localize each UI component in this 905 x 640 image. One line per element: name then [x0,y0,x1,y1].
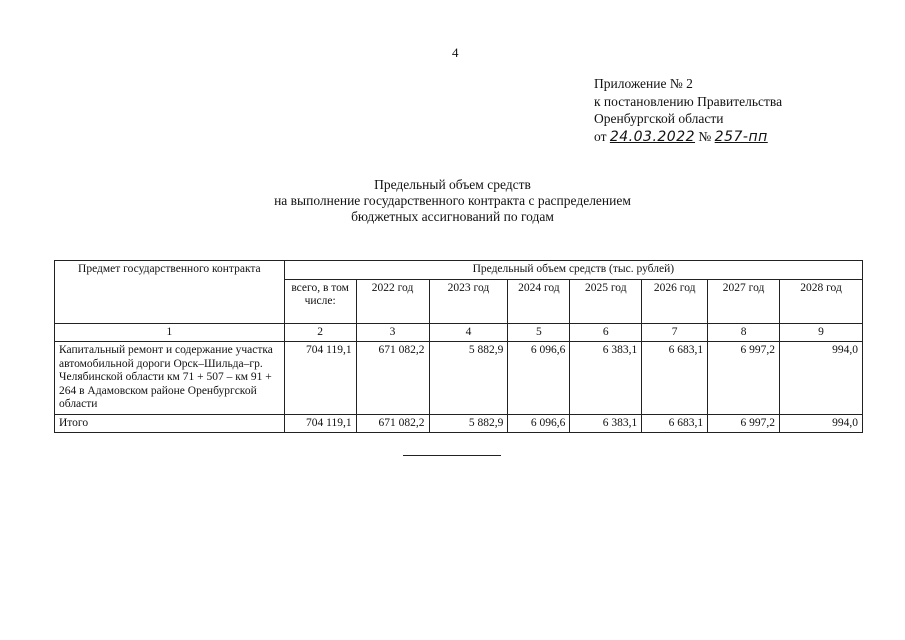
title-line-2: на выполнение государственного контракта с распределением [274,193,631,208]
total-header: всего, в том числе: [284,279,356,323]
row-total: 704 119,1 [284,342,356,415]
row-value: 6 683,1 [642,342,708,415]
row-value: 5 882,9 [429,342,508,415]
total-value: 6 997,2 [708,414,780,433]
column-number: 2 [284,323,356,342]
document-title [0,177,905,225]
closing-divider [403,455,501,456]
total-value: 994,0 [780,414,863,433]
column-number: 4 [429,323,508,342]
column-number: 3 [356,323,429,342]
appendix-line-1: Приложение № 2 [594,76,693,91]
column-number: 8 [708,323,780,342]
total-sum: 704 119,1 [284,414,356,433]
contract-subject: Капитальный ремонт и содержание участка автомобильной дороги Орск–Шильда–гр. Челябинской области км 71 + 507 – км 91 + 264 в Адамовском районе Оренбургской области [55,342,285,415]
total-value: 6 096,6 [508,414,570,433]
date-prefix: от [594,128,607,144]
total-row [55,414,863,433]
total-value: 6 683,1 [642,414,708,433]
year-header: 2024 год [508,279,570,323]
page-number: 4 [452,45,459,60]
total-label: Итого [55,414,285,433]
column-number: 5 [508,323,570,342]
year-header: 2027 год [708,279,780,323]
appendix-line-2: к постановлению Правительства [594,93,783,109]
column-number: 1 [55,323,285,342]
title-line-1: Предельный объем средств [374,177,531,192]
title-line-3: бюджетных ассигнований по годам [351,209,554,224]
row-value: 6 096,6 [508,342,570,415]
subject-header: Предмет государственного контракта [55,261,285,324]
row-value: 671 082,2 [356,342,429,415]
header-row-1 [55,261,863,280]
number-prefix: № [698,128,712,144]
appendix-line-3: Оренбургской области [594,111,724,126]
row-value: 6 997,2 [708,342,780,415]
column-number-row [55,323,863,342]
limit-header: Предельный объем средств (тыс. рублей) [284,261,862,280]
total-value: 5 882,9 [429,414,508,433]
year-header: 2022 год [356,279,429,323]
year-header: 2023 год [429,279,508,323]
appendix-date-line [594,128,782,147]
year-header: 2025 год [570,279,642,323]
column-number: 7 [642,323,708,342]
table-row [55,342,863,415]
year-header: 2028 год [780,279,863,323]
total-value: 6 383,1 [570,414,642,433]
budget-table [54,260,863,433]
column-number: 9 [780,323,863,342]
handwritten-number: 257-пп [714,128,768,145]
appendix-block [594,75,782,146]
total-value: 671 082,2 [356,414,429,433]
row-value: 994,0 [780,342,863,415]
column-number: 6 [570,323,642,342]
row-value: 6 383,1 [570,342,642,415]
year-header: 2026 год [642,279,708,323]
handwritten-date: 24.03.2022 [609,128,696,145]
